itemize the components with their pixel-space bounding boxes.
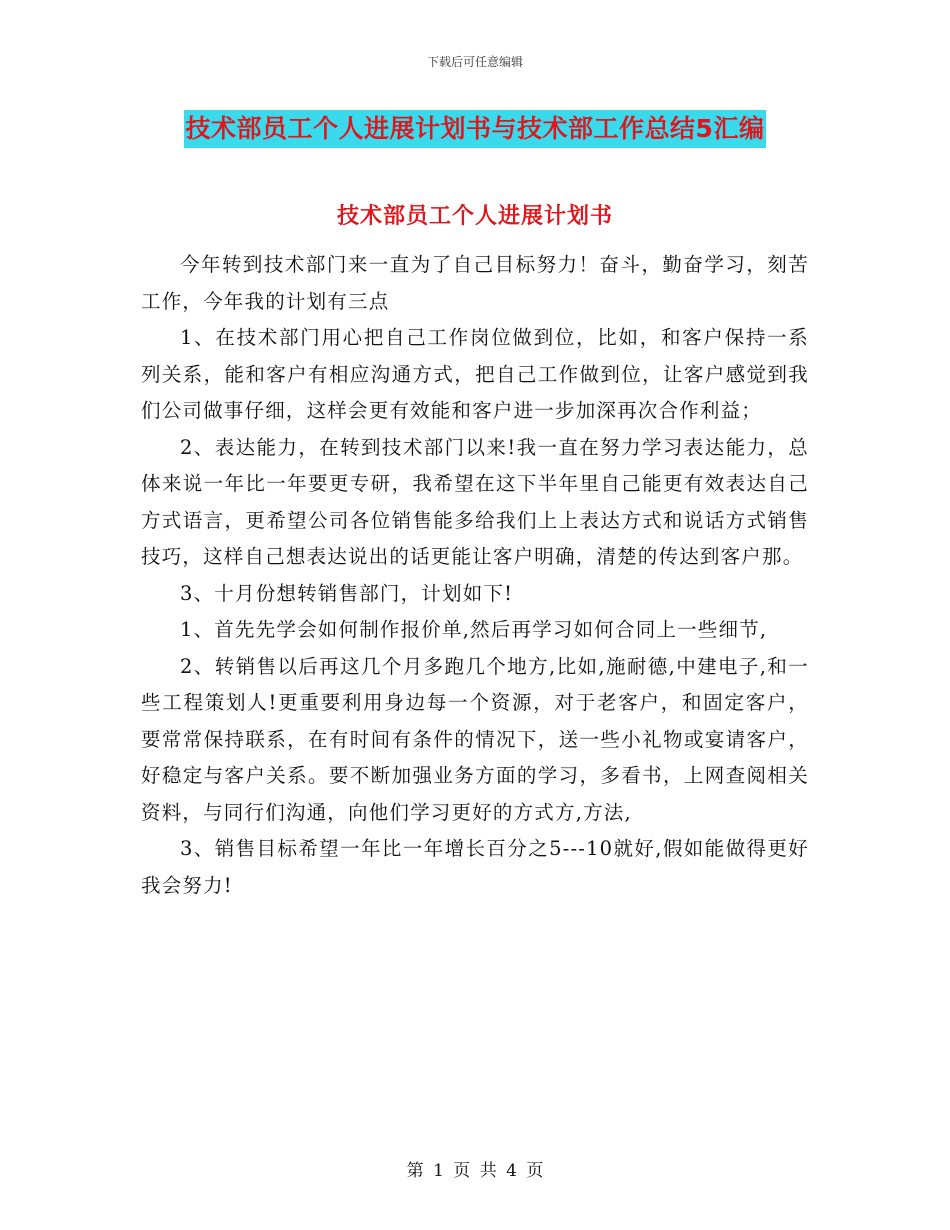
paragraph: 1、在技术部门用心把自己工作岗位做到位，比如，和客户保持一系列关系，能和客户有相应沟通方式，把自己工作做到位，让客户感觉到我们公司做事仔细，这样会更有效能和客户进一步加深再次合作利益； — [141, 326, 809, 422]
section-title: 技术部员工个人进展计划书 — [336, 204, 613, 229]
paragraph: 3、销售目标希望一年比一年增长百分之5---10就好,假如能做得更好我会努力! — [141, 837, 809, 897]
paragraph: 今年转到技术部门来一直为了自己目标努力！奋斗，勤奋学习，刻苦工作，今年我的计划有三点 — [141, 253, 809, 313]
header-note: 下载后可任意编辑 — [426, 55, 523, 69]
document-main-title: 技术部员工个人进展计划书与技术部工作总结5汇编 — [184, 110, 767, 148]
main-title-container — [0, 110, 950, 148]
page-indicator: 第 1 页 共 4 页 — [406, 1161, 544, 1181]
paragraph: 1、首先先学会如何制作报价单,然后再学习如何合同上一些细节, — [180, 618, 768, 641]
paragraph: 3、十月份想转销售部门，计划如下! — [180, 581, 514, 605]
paragraph: 2、表达能力，在转到技术部门以来!我一直在努力学习表达能力，总体来说一年比一年要更专研，我希望在这下半年里自己能更有效表达自己方式语言，更希望公司各位销售能多给我们上上表达方式和说话方式销售技巧，这样自己想表达说出的话更能让客户明确，清楚的传达到客户那。 — [141, 435, 809, 568]
document-body — [141, 247, 809, 904]
paragraph: 2、转销售以后再这几个月多跑几个地方,比如,施耐德,中建电子,和一些工程策划人!更重要利用身边每一个资源，对于老客户，和固定客户，要常常保持联系，在有时间有条件的情况下，送一些小礼物或宴请客户，好稳定与客户关系。要不断加强业务方面的学习，多看书，上网查阅相关资料，与同行们沟通，向他们学习更好的方式方,方法, — [141, 654, 809, 824]
